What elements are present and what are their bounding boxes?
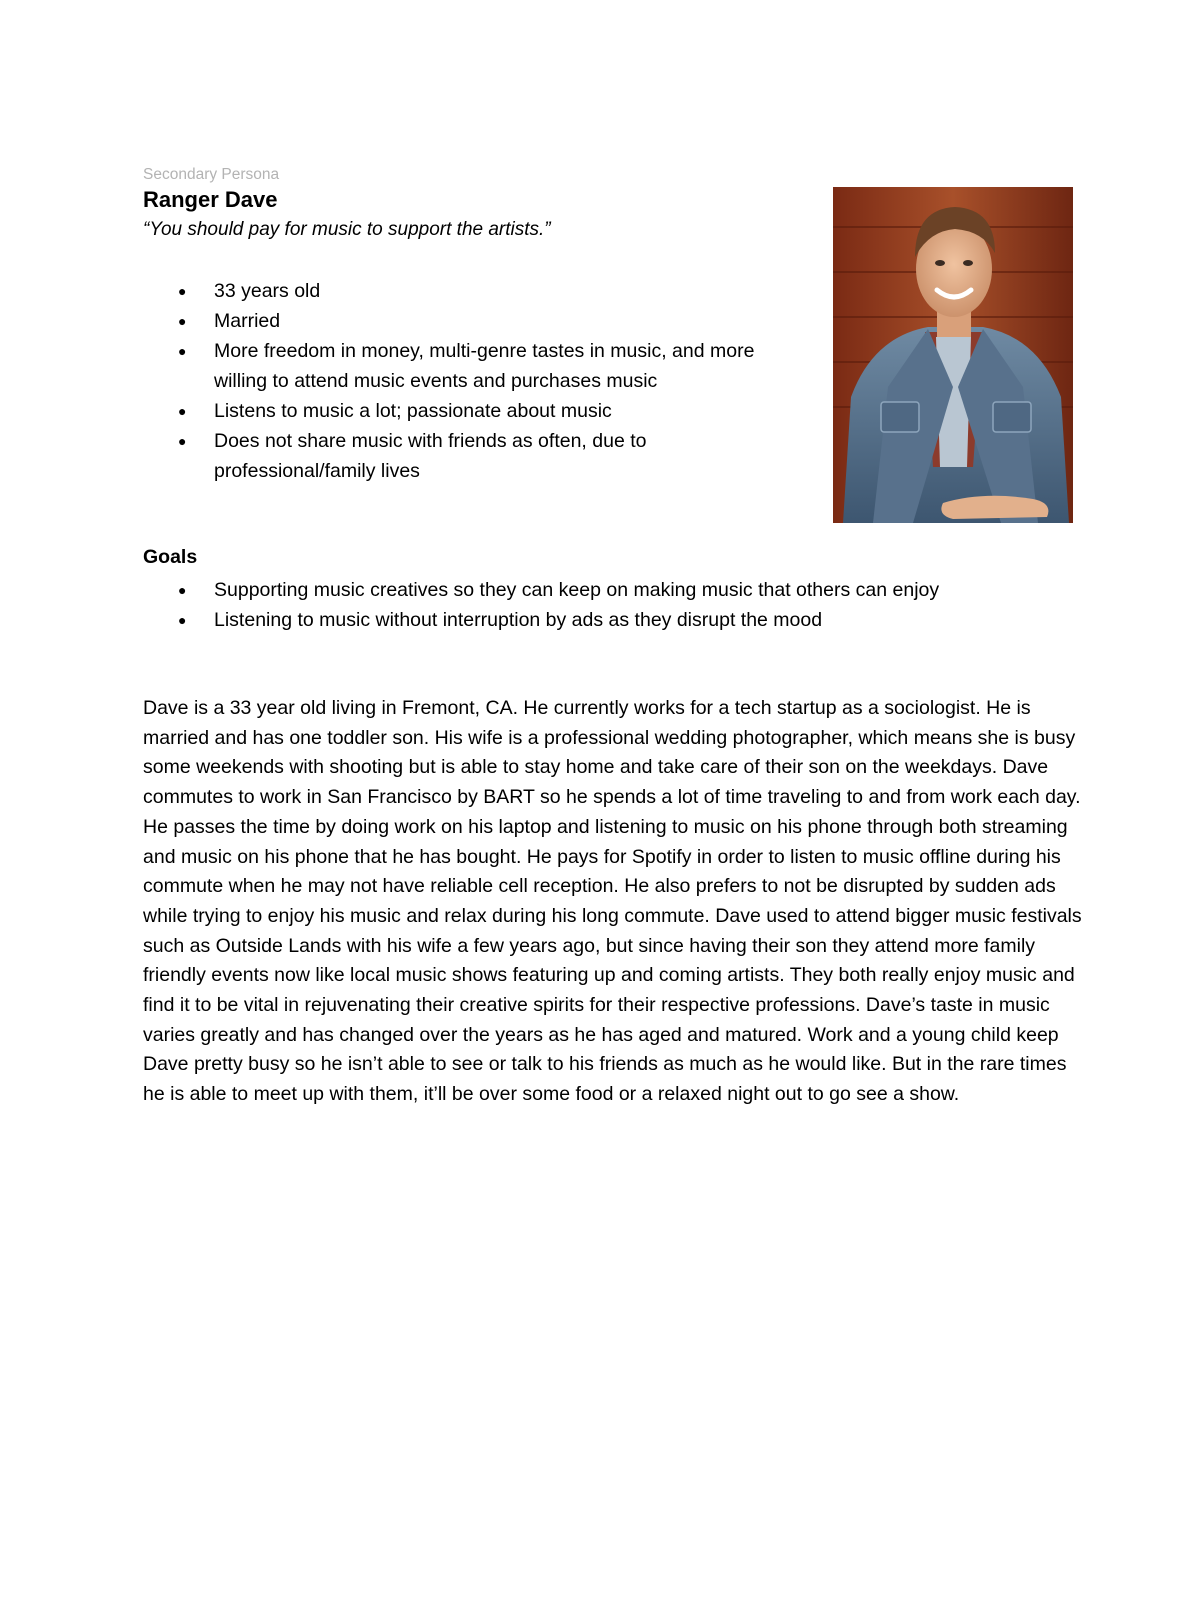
persona-photo xyxy=(833,187,1073,523)
list-item: ● Listens to music a lot; passionate about music xyxy=(143,396,783,426)
persona-bio: Dave is a 33 year old living in Fremont, CA. He currently works for a tech startup as a sociologist. He is married and has one toddler son. His wife is a professional wedding photographer, which means she is busy some weekends with shooting but is able to stay home and take care of their son on the weekdays. Dave commutes to work in San Francisco by BART so he spends a lot of time traveling to and from work each day. He passes the time by doing work on his laptop and listening to music on his phone through both streaming and music on his phone that he has bought. He pays for Spotify in order to listen to music offline during his commute when he may not have reliable cell reception. He also prefers to not be disrupted by sudden ads while trying to enjoy his music and relax during his long commute. Dave used to attend bigger music festivals such as Outside Lands with his wife a few years ago, but since having their son they attend more family friendly events now like local music shows featuring up and coming artists. They both really enjoy music and find it to be vital in rejuvenating their creative spirits for their respective professions. Dave’s taste in music varies greatly and has changed over the years as he has aged and matured. Work and a young child keep Dave pretty busy so he isn’t able to see or talk to his friends as much as he would like. But in the rare times he is able to meet up with them, it’ll be over some food or a relaxed night out to go see a show. xyxy=(143,697,1082,1106)
persona-quote: “You should pay for music to support the artists.” xyxy=(143,219,551,240)
persona-facts-list xyxy=(143,276,783,486)
persona-type-label: Secondary Persona xyxy=(143,166,280,183)
goals-list xyxy=(143,575,1103,635)
list-item: ● Supporting music creatives so they can keep on making music that others can enjoy xyxy=(143,575,1103,605)
list-item: ● 33 years old xyxy=(143,276,783,306)
persona-name: Ranger Dave xyxy=(143,187,278,212)
list-item: ● Listening to music without interruption by ads as they disrupt the mood xyxy=(143,605,1103,635)
list-item: ● Married xyxy=(143,306,783,336)
list-item: ● Does not share music with friends as often, due to professional/family lives xyxy=(143,426,783,486)
goals-heading: Goals xyxy=(143,546,198,568)
list-item: ● More freedom in money, multi-genre tastes in music, and more willing to attend music events and purchases music xyxy=(143,336,783,396)
